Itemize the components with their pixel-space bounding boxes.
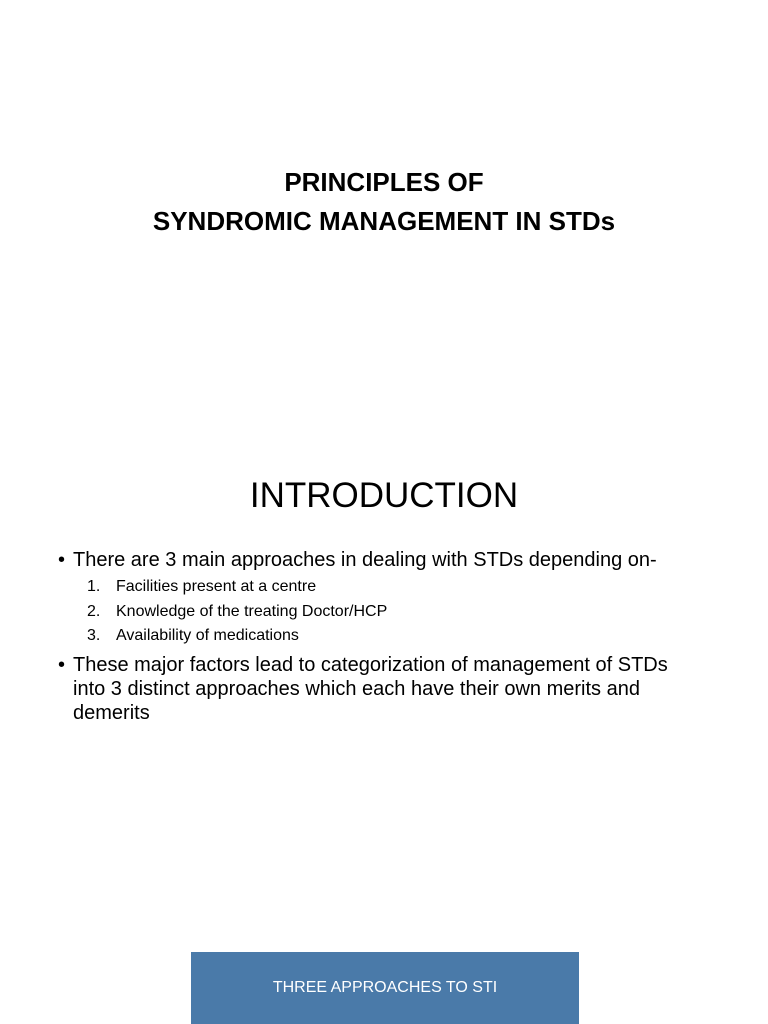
sublist-item: [58, 600, 698, 625]
bullet-text: There are 3 main approaches in dealing with STDs depending on-: [73, 549, 657, 571]
bullet-list: [58, 548, 698, 725]
bullet-text: These major factors lead to categorization of management of STDs into 3 distinct approaches which each have their own merits and demerits: [73, 653, 668, 724]
bullet-item: [58, 653, 698, 725]
title-line-1: PRINCIPLES OF: [284, 167, 484, 197]
slide-title: [0, 163, 768, 241]
bullet-marker: •: [58, 549, 66, 571]
sublist-text: Facilities present at a centre: [116, 578, 317, 595]
sublist-text: Knowledge of the treating Doctor/HCP: [116, 602, 388, 620]
numbered-sublist: [58, 575, 698, 649]
sublist-number: 2.: [87, 602, 101, 620]
bullet-item: [58, 548, 698, 572]
sublist-item: [58, 624, 698, 649]
banner-label: THREE APPROACHES TO STI: [272, 979, 498, 996]
sublist-number: 3.: [87, 627, 101, 644]
title-line-2: SYNDROMIC MANAGEMENT IN STDs: [152, 206, 616, 236]
bullet-marker: •: [58, 653, 66, 676]
section-banner: [191, 952, 579, 1024]
section-heading: INTRODUCTION: [249, 476, 519, 515]
sublist-item: [58, 575, 698, 600]
sublist-text: Availability of medications: [116, 627, 299, 644]
sublist-number: 1.: [87, 578, 101, 595]
